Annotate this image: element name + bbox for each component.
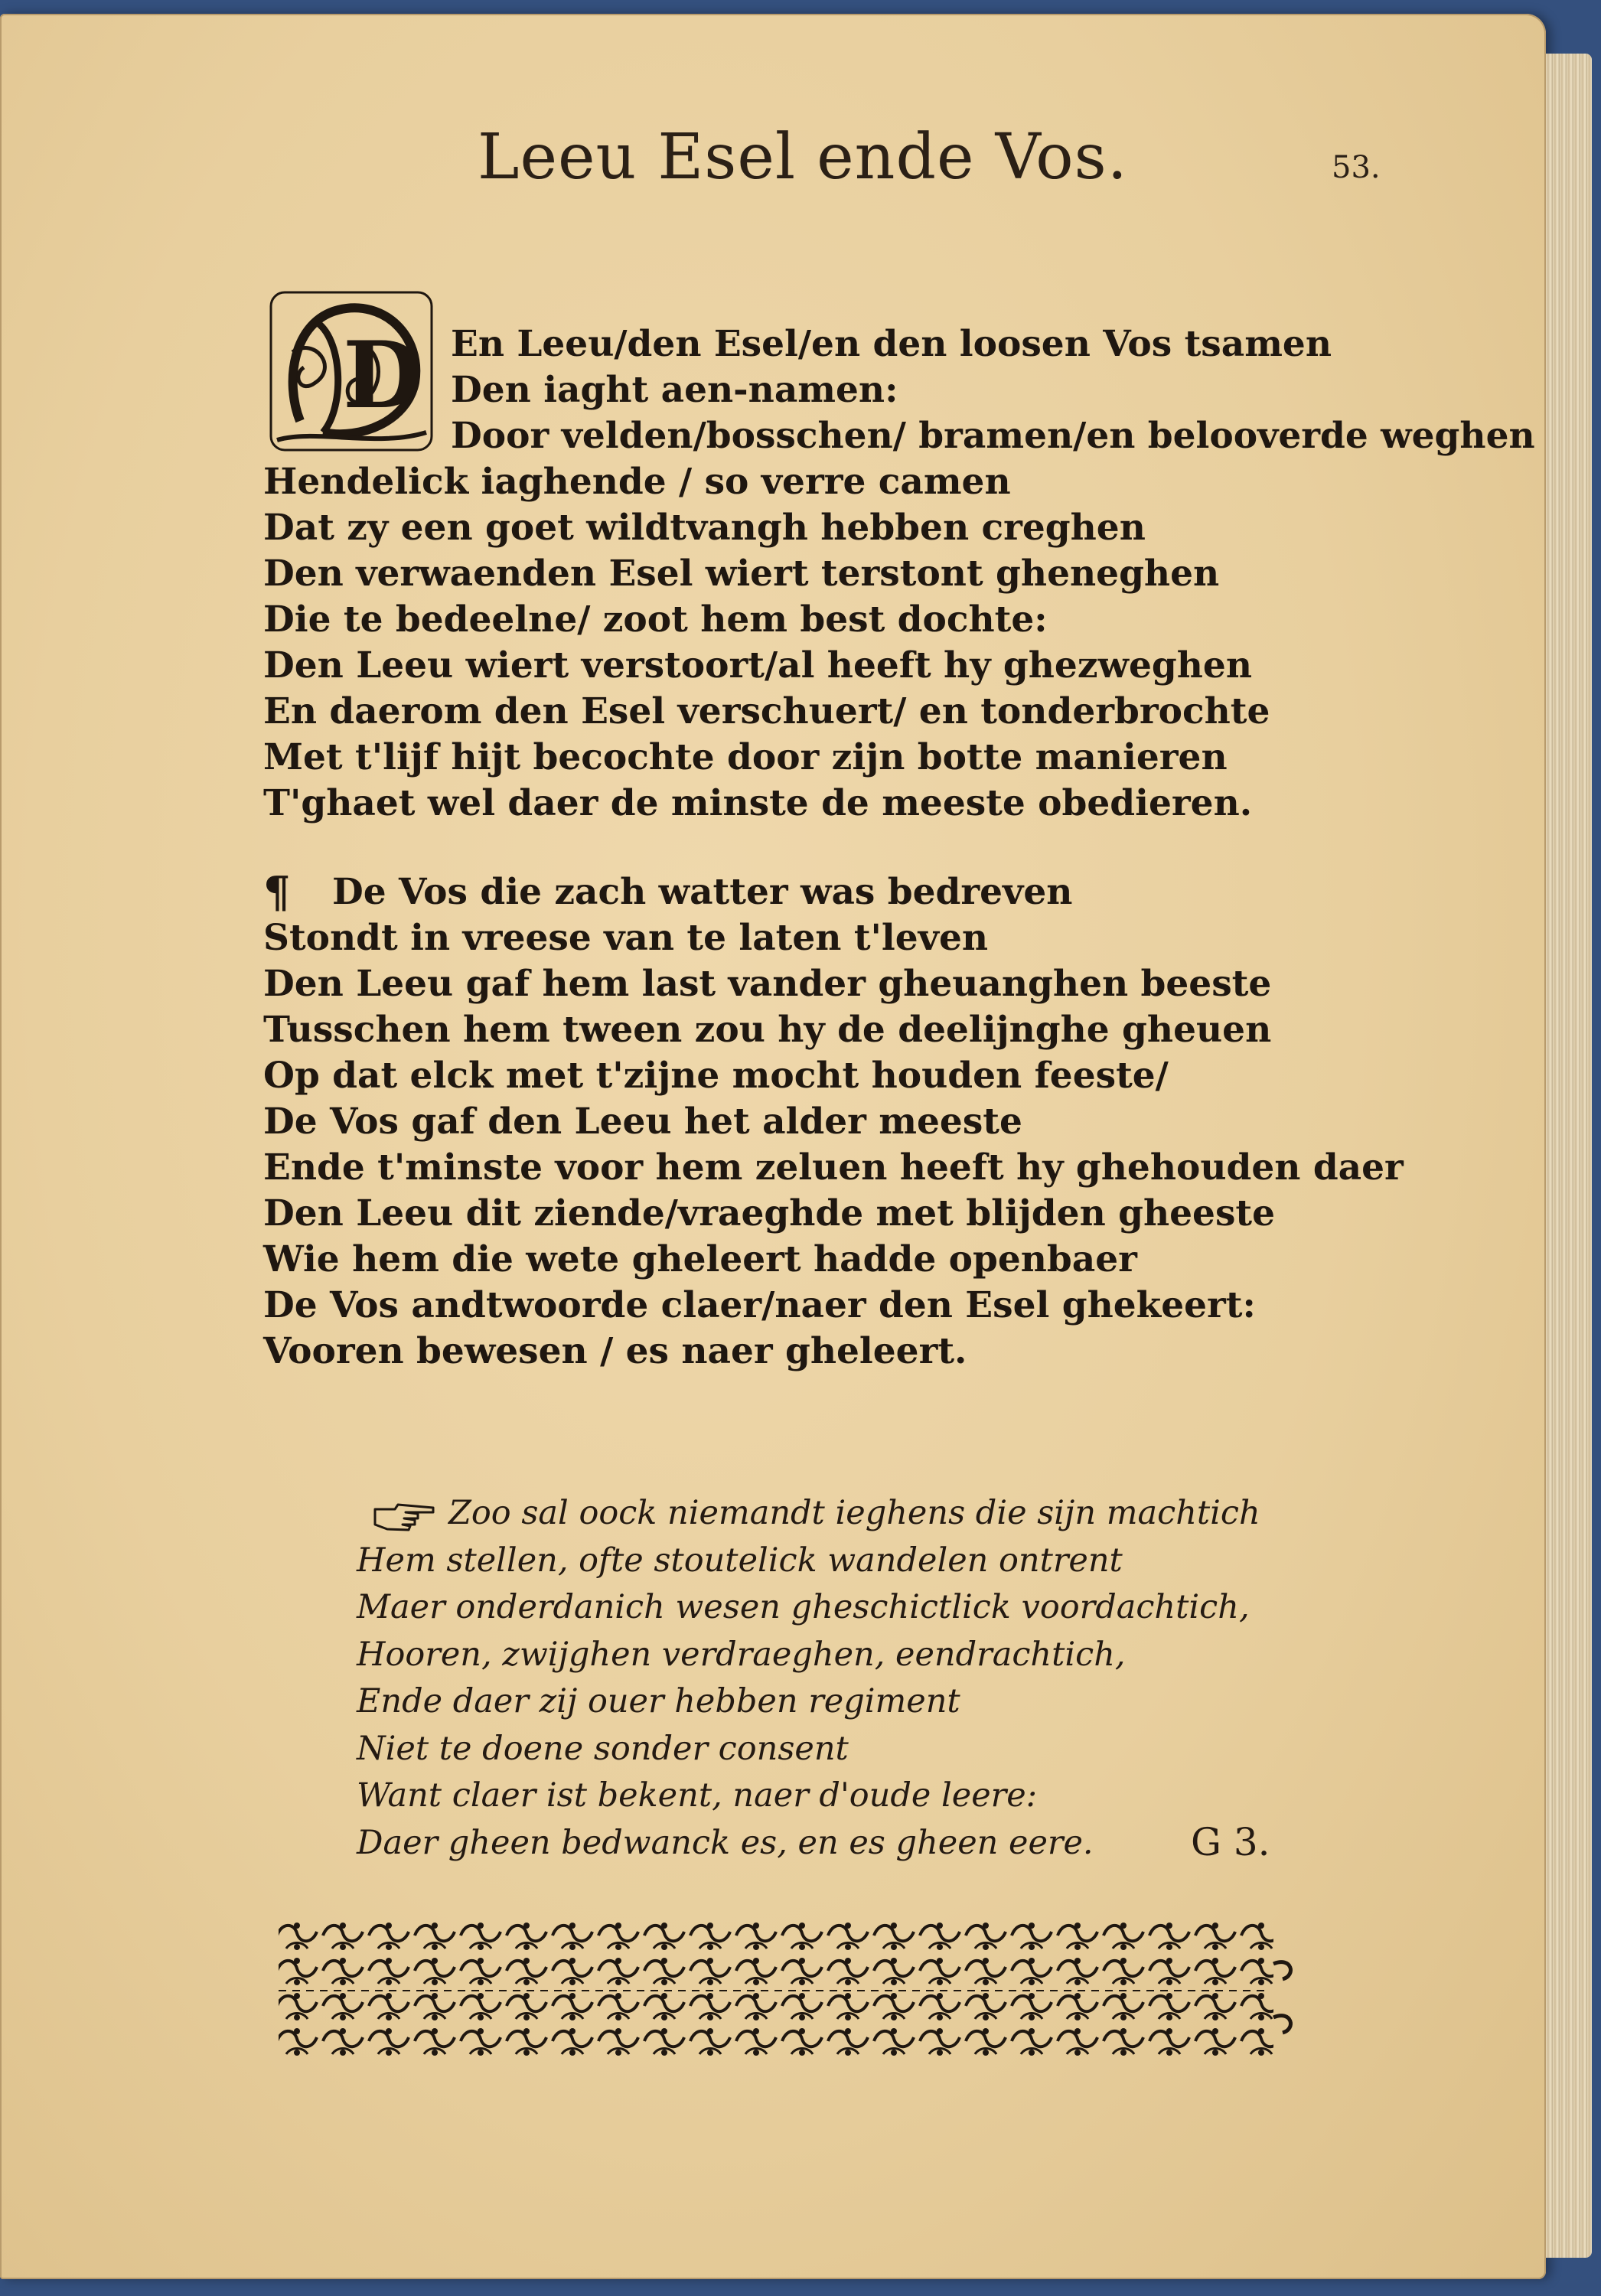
verse-line: Den Leeu gaf hem last vander gheuanghen beeste bbox=[263, 963, 1272, 1005]
verse-line: Die te bedeelne/ zoot hem best dochte: bbox=[263, 598, 1048, 641]
moral-verse bbox=[357, 1490, 1260, 1867]
ornamental-border bbox=[274, 1918, 1299, 2063]
verse-line: Hendelick iaghende / so verre camen bbox=[263, 461, 1011, 503]
moral-line: Niet te doene sonder consent bbox=[357, 1729, 849, 1768]
verse-line: De Vos gaf den Leeu het alder meeste bbox=[263, 1101, 1022, 1143]
verse-line: Dat zy een goet wildtvangh hebben creghen bbox=[263, 507, 1146, 549]
verse-line: Ende t'minste voor hem zeluen heeft hy ghehouden daer bbox=[263, 1146, 1404, 1189]
pilcrow-mark: ¶ bbox=[263, 867, 291, 918]
moral-line: Want claer ist bekent, naer d'oude leere: bbox=[357, 1776, 1038, 1815]
verse-line: Door velden/bosschen/ bramen/en belooverde weghen bbox=[451, 415, 1535, 457]
verse-line: Wie hem die wete gheleert hadde openbaer bbox=[263, 1238, 1137, 1280]
verse-line: Vooren bewesen / es naer gheleert. bbox=[263, 1330, 967, 1372]
verse-line: En Leeu/den Esel/en den loosen Vos tsamen bbox=[451, 323, 1332, 365]
moral-line: Hem stellen, ofte stoutelick wandelen ontrent bbox=[357, 1541, 1123, 1580]
verse-line: De Vos andtwoorde claer/naer den Esel ghekeert: bbox=[263, 1284, 1256, 1326]
verse-line: Den Leeu wiert verstoort/al heeft hy ghezweghen bbox=[263, 644, 1252, 687]
verse-line: En daerom den Esel verschuert/ en tonderbrochte bbox=[263, 690, 1270, 732]
page-stack-edge bbox=[1546, 54, 1592, 2258]
moral-line: Daer gheen bedwanck es, en es gheen eere. bbox=[357, 1823, 1094, 1862]
verse-line: Den verwaenden Esel wiert terstont gheneghen bbox=[263, 553, 1220, 595]
page-number: 53. bbox=[1332, 150, 1381, 185]
verse-line: Stondt in vreese van te laten t'leven bbox=[263, 917, 989, 959]
moral-line: Zoo sal oock niemandt ieghens die sijn machtich bbox=[448, 1494, 1260, 1532]
initial-letter: D bbox=[343, 321, 423, 429]
moral-line: Maer onderdanich wesen gheschictlick voordachtich, bbox=[357, 1588, 1250, 1626]
running-head: Leeu Esel ende Vos. bbox=[478, 121, 1128, 194]
stanza-1 bbox=[263, 321, 1535, 827]
verse-line: Op dat elck met t'zijne mocht houden feeste/ bbox=[263, 1055, 1169, 1097]
verse-line: Met t'lijf hijt becochte door zijn botte manieren bbox=[263, 736, 1228, 778]
moral-line: Ende daer zij ouer hebben regiment bbox=[357, 1682, 960, 1720]
verse-line: T'ghaet wel daer de minste de meeste obedieren. bbox=[263, 782, 1253, 824]
verse-line: Tusschen hem tween zou hy de deelijnghe gheuen bbox=[263, 1009, 1272, 1051]
signature-mark: G 3. bbox=[1191, 1820, 1270, 1864]
verse-line: De Vos die zach watter was bedreven bbox=[332, 871, 1073, 913]
verse-line: Den iaght aen-namen: bbox=[451, 369, 898, 411]
verse-line: Den Leeu dit ziende/vraeghde met blijden gheeste bbox=[263, 1192, 1276, 1234]
moral-line: Hooren, zwijghen verdraeghen, eendrachtich, bbox=[357, 1635, 1126, 1674]
stanza-2 bbox=[263, 869, 1404, 1375]
